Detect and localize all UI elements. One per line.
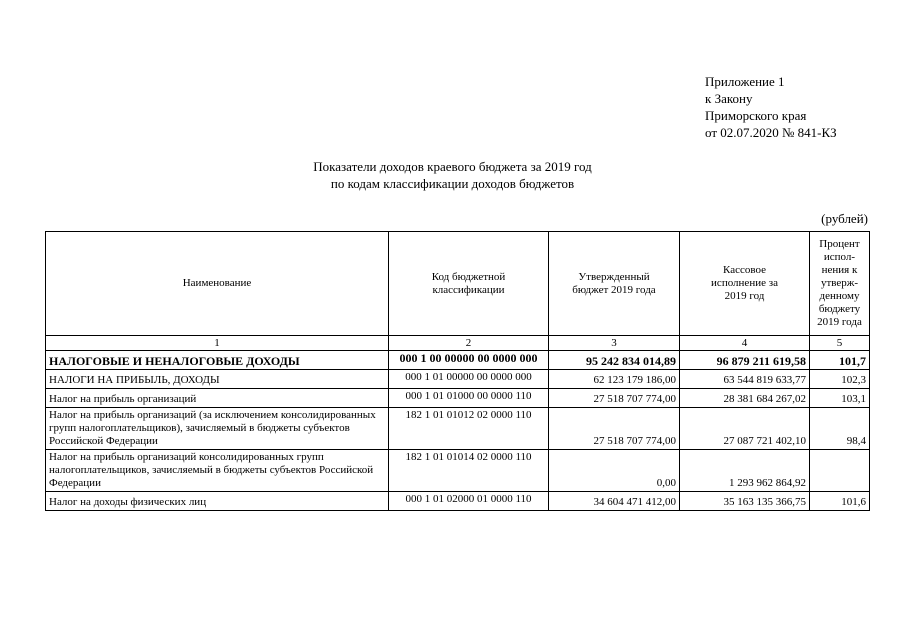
row-approved: 62 123 179 186,00 bbox=[549, 370, 680, 389]
row-percent bbox=[810, 450, 870, 492]
row-code: 000 1 01 00000 00 0000 000 bbox=[389, 370, 549, 389]
row-executed: 96 879 211 619,58 bbox=[680, 351, 810, 370]
table-row bbox=[46, 408, 870, 450]
appendix-line: от 02.07.2020 № 841-КЗ bbox=[705, 125, 837, 140]
row-name: НАЛОГОВЫЕ И НЕНАЛОГОВЫЕ ДОХОДЫ bbox=[46, 351, 389, 370]
table-row bbox=[46, 370, 870, 389]
appendix-line: к Закону bbox=[705, 91, 753, 106]
column-number: 2 bbox=[389, 336, 549, 351]
row-code: 182 1 01 01014 02 0000 110 bbox=[389, 450, 549, 492]
table-row bbox=[46, 450, 870, 492]
table-row bbox=[46, 492, 870, 511]
header-name: Наименование bbox=[46, 232, 389, 336]
row-name: Налог на доходы физических лиц bbox=[46, 492, 389, 511]
row-approved: 95 242 834 014,89 bbox=[549, 351, 680, 370]
row-code: 000 1 00 00000 00 0000 000 bbox=[389, 351, 549, 370]
document-title bbox=[0, 158, 905, 192]
appendix-line: Приложение 1 bbox=[705, 74, 785, 89]
row-percent: 98,4 bbox=[810, 408, 870, 450]
column-number: 1 bbox=[46, 336, 389, 351]
table-row bbox=[46, 351, 870, 370]
appendix-block bbox=[705, 73, 837, 141]
row-approved: 27 518 707 774,00 bbox=[549, 389, 680, 408]
header-code: Код бюджетной классификации bbox=[389, 232, 549, 336]
row-name: НАЛОГИ НА ПРИБЫЛЬ, ДОХОДЫ bbox=[46, 370, 389, 389]
row-code: 182 1 01 01012 02 0000 110 bbox=[389, 408, 549, 450]
row-percent: 102,3 bbox=[810, 370, 870, 389]
header-percent: Процент испол-нения к утверж-денному бюджету 2019 года bbox=[810, 232, 870, 336]
title-line: по кодам классификации доходов бюджетов bbox=[330, 176, 575, 191]
title-line: Показатели доходов краевого бюджета за 2019 год bbox=[313, 159, 592, 174]
row-executed: 28 381 684 267,02 bbox=[680, 389, 810, 408]
row-executed: 63 544 819 633,77 bbox=[680, 370, 810, 389]
column-number: 3 bbox=[549, 336, 680, 351]
header-approved: Утвержденный бюджет 2019 года bbox=[549, 232, 680, 336]
header-executed: Кассовое исполнение за 2019 год bbox=[680, 232, 810, 336]
row-name: Налог на прибыль организаций (за исключением консолидированных групп налогоплательщиков), зачисляемый в бюджеты субъектов Российской Федерации bbox=[46, 408, 389, 450]
row-executed: 27 087 721 402,10 bbox=[680, 408, 810, 450]
table-header-row bbox=[46, 232, 870, 336]
unit-label: (рублей) bbox=[821, 211, 868, 226]
appendix-line: Приморского края bbox=[705, 108, 807, 123]
row-approved: 34 604 471 412,00 bbox=[549, 492, 680, 511]
column-number: 4 bbox=[680, 336, 810, 351]
row-approved: 0,00 bbox=[549, 450, 680, 492]
row-approved: 27 518 707 774,00 bbox=[549, 408, 680, 450]
row-percent: 101,7 bbox=[810, 351, 870, 370]
row-name: Налог на прибыль организаций bbox=[46, 389, 389, 408]
income-table bbox=[45, 231, 870, 511]
row-code: 000 1 01 02000 01 0000 110 bbox=[389, 492, 549, 511]
row-executed: 1 293 962 864,92 bbox=[680, 450, 810, 492]
row-executed: 35 163 135 366,75 bbox=[680, 492, 810, 511]
row-percent: 101,6 bbox=[810, 492, 870, 511]
row-percent: 103,1 bbox=[810, 389, 870, 408]
table-row bbox=[46, 389, 870, 408]
row-name: Налог на прибыль организаций консолидированных групп налогоплательщиков, зачисляемый в бюджеты субъектов Российской Федерации bbox=[46, 450, 389, 492]
column-number: 5 bbox=[810, 336, 870, 351]
row-code: 000 1 01 01000 00 0000 110 bbox=[389, 389, 549, 408]
column-numbers-row bbox=[46, 336, 870, 351]
